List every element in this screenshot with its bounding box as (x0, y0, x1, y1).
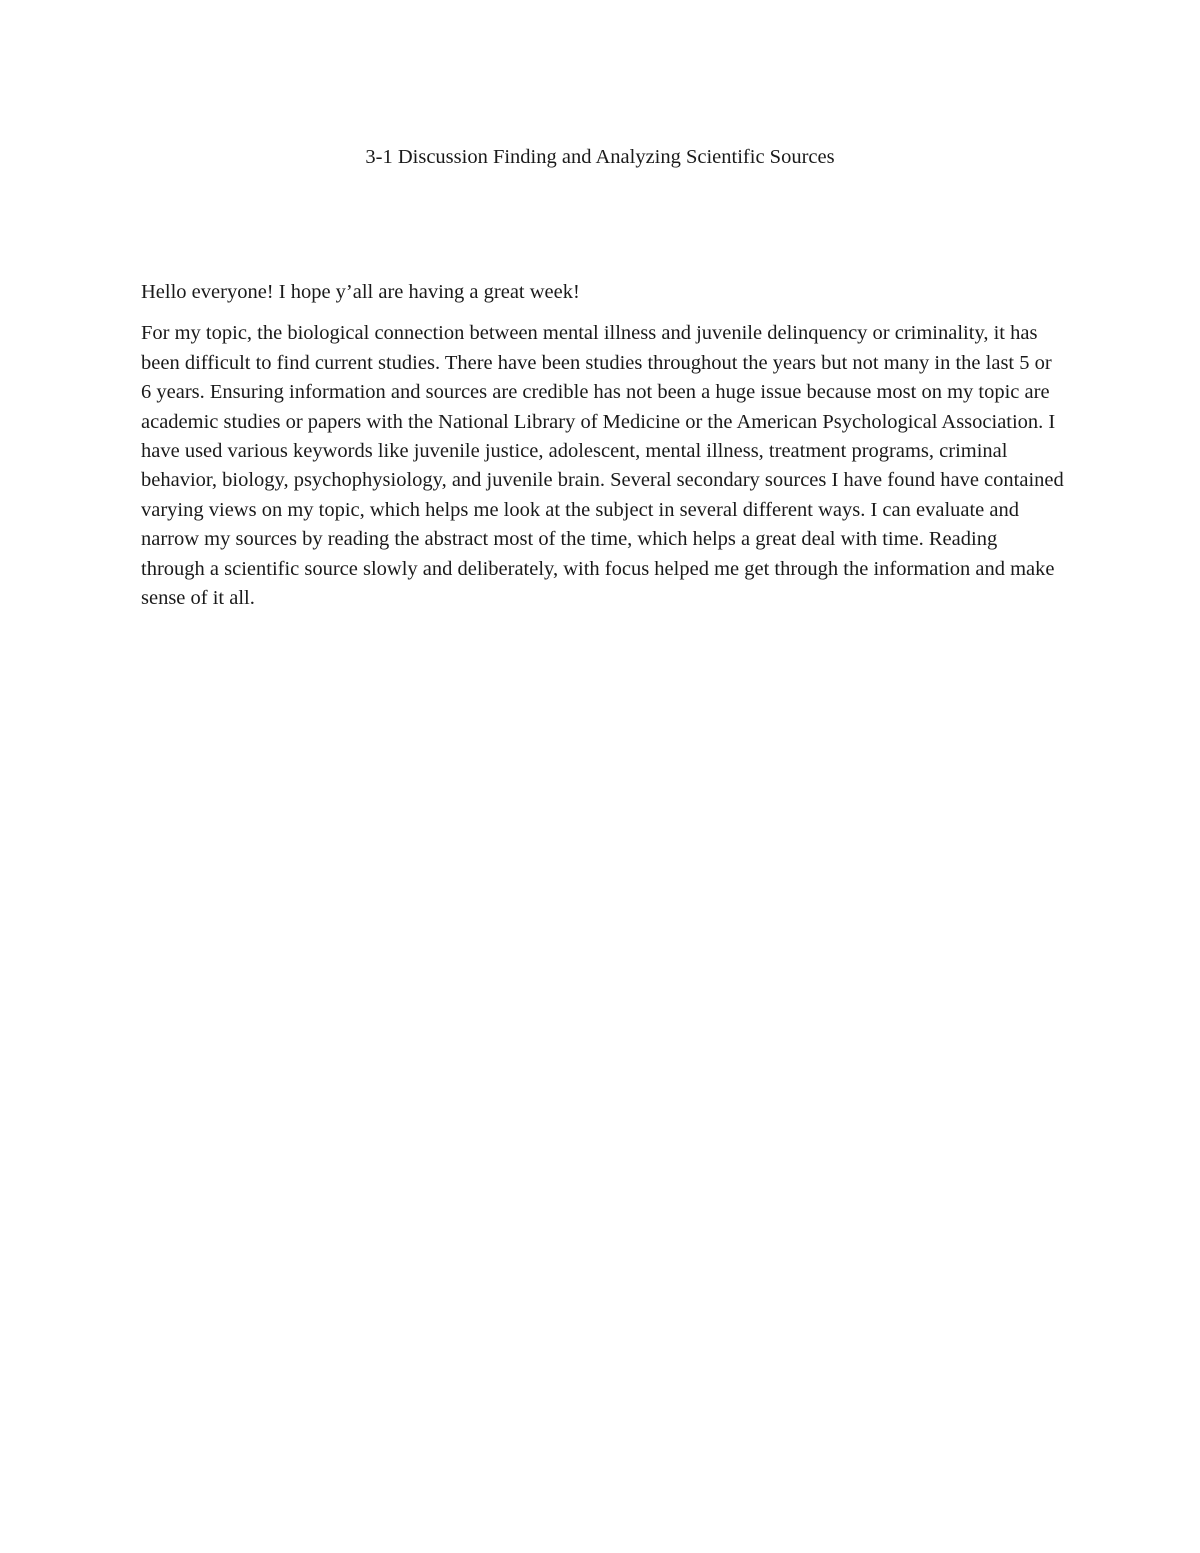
document-title: 3-1 Discussion Finding and Analyzing Scientific Sources (365, 146, 835, 168)
document-body (141, 278, 1066, 613)
greeting-paragraph: Hello everyone! I hope y’all are having a great week! (141, 281, 580, 303)
body-paragraph: For my topic, the biological connection between mental illness and juvenile delinquency or criminality, it has been difficult to find current studies. There have been studies throughout the years but not many in the last 5 or 6 years. Ensuring information and sources are credible has not been a huge issue because most on my topic are academic studies or papers with the National Library of Medicine or the American Psychological Association. I have used various keywords like juvenile justice, adolescent, mental illness, treatment programs, criminal behavior, biology, psychophysiology, and juvenile brain. Several secondary sources I have found have contained varying views on my topic, which helps me look at the subject in several different ways. I can evaluate and narrow my sources by reading the abstract most of the time, which helps a great deal with time. Reading through a scientific source slowly and deliberately, with focus helped me get through the information and make sense of it all. (141, 322, 1064, 610)
